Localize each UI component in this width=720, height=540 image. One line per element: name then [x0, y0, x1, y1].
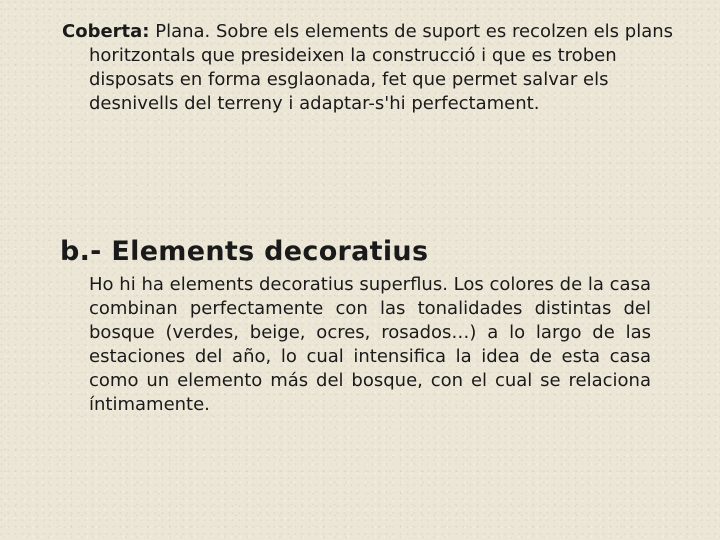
coberta-term: Coberta: — [62, 21, 150, 42]
section-b-body: Ho hi ha elements decoratius superflus. Los colores de la casa combinan perfectamente con las tonalidades distintas del bosque (verdes, beige, ocres, rosados…) a lo largo de las estaciones del año, lo cual intensifica la idea de esta casa como un elemento más del bosque, con el cual se relaciona íntimamente. — [89, 274, 651, 415]
section-b-heading: b.- Elements decoratius — [60, 236, 429, 267]
coberta-text: Plana. Sobre els elements de suport es recolzen els plans horitzontals que presideixen la construcció i que es troben disposats en forma esglaonada, fet que permet salvar els desnivells del terreny i adaptar-s'hi perfectament. — [89, 21, 674, 114]
coberta-paragraph — [62, 20, 689, 116]
